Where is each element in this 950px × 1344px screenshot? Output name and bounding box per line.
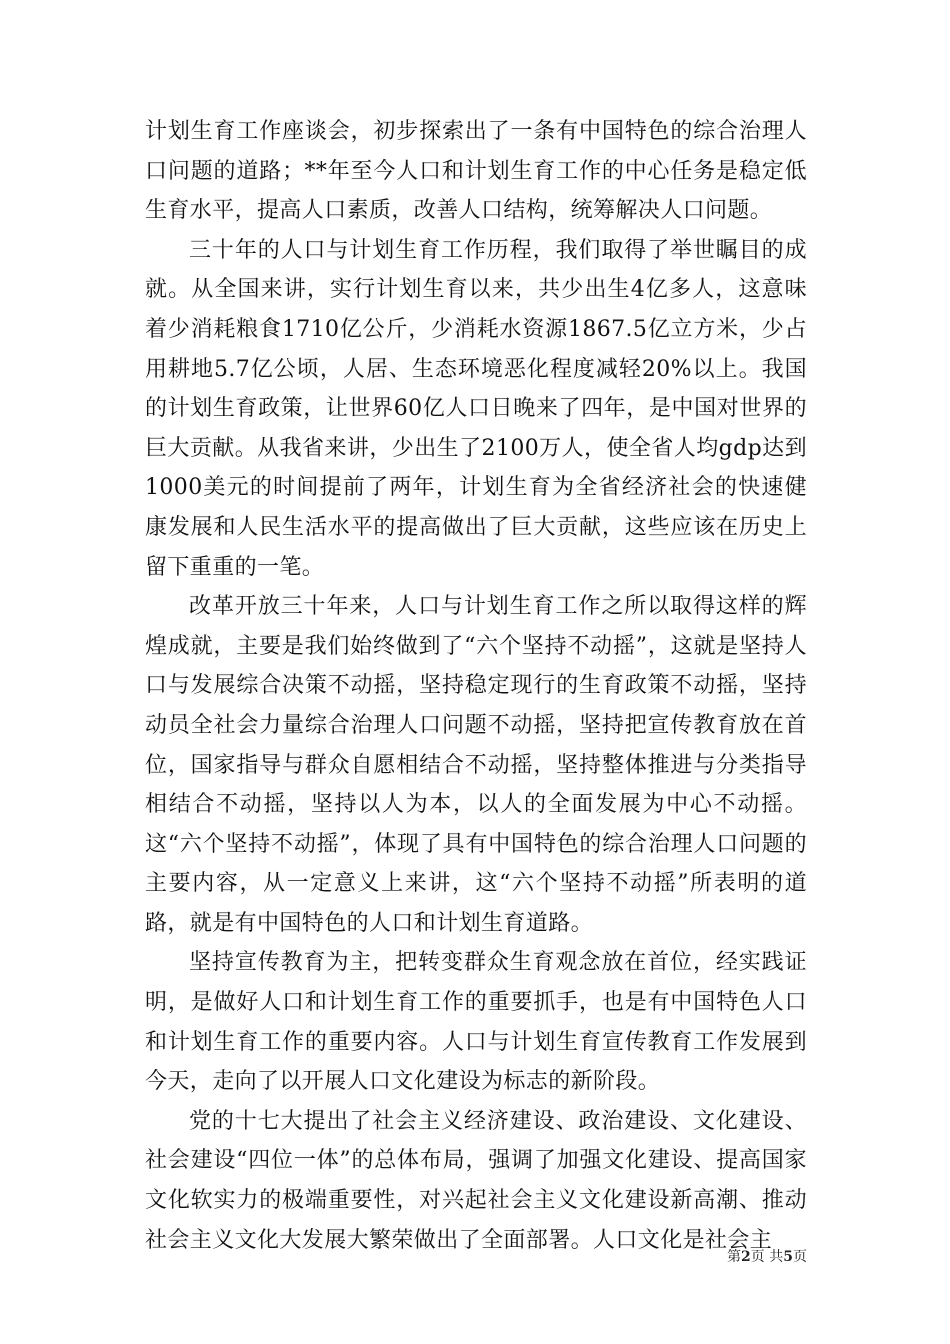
document-body <box>145 112 807 1260</box>
current-page-number: 2 <box>741 1249 751 1265</box>
footer-suffix: 页 <box>793 1249 807 1265</box>
paragraph-5: 党的十七大提出了社会主义经济建设、政治建设、文化建设、社会建设“四位一体”的总体布局，强调了加强文化建设、提高国家文化软实力的极端重要性，对兴起社会主义文化建设新高潮、推动社会主义文化大发展大繁荣做出了全面部署。人口文化是社会主 <box>145 1108 807 1253</box>
paragraph-2: 三十年的人口与计划生育工作历程，我们取得了举世瞩目的成就。从全国来讲，实行计划生育以来，共少出生4亿多人，这意味着少消耗粮食1710亿公斤，少消耗水资源1867.5亿立方米，少占用耕地5.7亿公顷，人居、生态环境恶化程度减轻20%以上。我国的计划生育政策，让世界60亿人口日晚来了四年，是中国对世界的巨大贡献。从我省来讲，少出生了2100万人，使全省人均gdp达到1000美元的时间提前了两年，计划生育为全省经济社会的快速健康发展和人民生活水平的提高做出了巨大贡献，这些应该在历史上留下重重的一笔。 <box>145 237 807 580</box>
total-page-number: 5 <box>783 1249 793 1265</box>
paragraph-1: 计划生育工作座谈会，初步探索出了一条有中国特色的综合治理人口问题的道路；**年至今人口和计划生育工作的中心任务是稳定低生育水平，提高人口素质，改善人口结构，统筹解决人口问题。 <box>145 119 807 224</box>
footer-middle: 页 共 <box>750 1249 784 1265</box>
footer-prefix: 第 <box>727 1249 742 1265</box>
page-footer <box>727 1246 807 1266</box>
paragraph-4: 坚持宣传教育为主，把转变群众生育观念放在首位，经实践证明，是做好人口和计划生育工作的重要抓手，也是有中国特色人口和计划生育工作的重要内容。人口与计划生育宣传教育工作发展到今天，走向了以开展人口文化建设为标志的新阶段。 <box>145 950 807 1095</box>
paragraph-3: 改革开放三十年来，人口与计划生育工作之所以取得这样的辉煌成就，主要是我们始终做到了“六个坚持不动摇”，这就是坚持人口与发展综合决策不动摇，坚持稳定现行的生育政策不动摇，坚持动员全社会力量综合治理人口问题不动摇，坚持把宣传教育放在首位，国家指导与群众自愿相结合不动摇，坚持整体推进与分类指导相结合不动摇，坚持以人为本，以人的全面发展为中心不动摇。这“六个坚持不动摇”，体现了具有中国特色的综合治理人口问题的主要内容，从一定意义上来讲，这“六个坚持不动摇”所表明的道路，就是有中国特色的人口和计划生育道路。 <box>145 594 807 936</box>
